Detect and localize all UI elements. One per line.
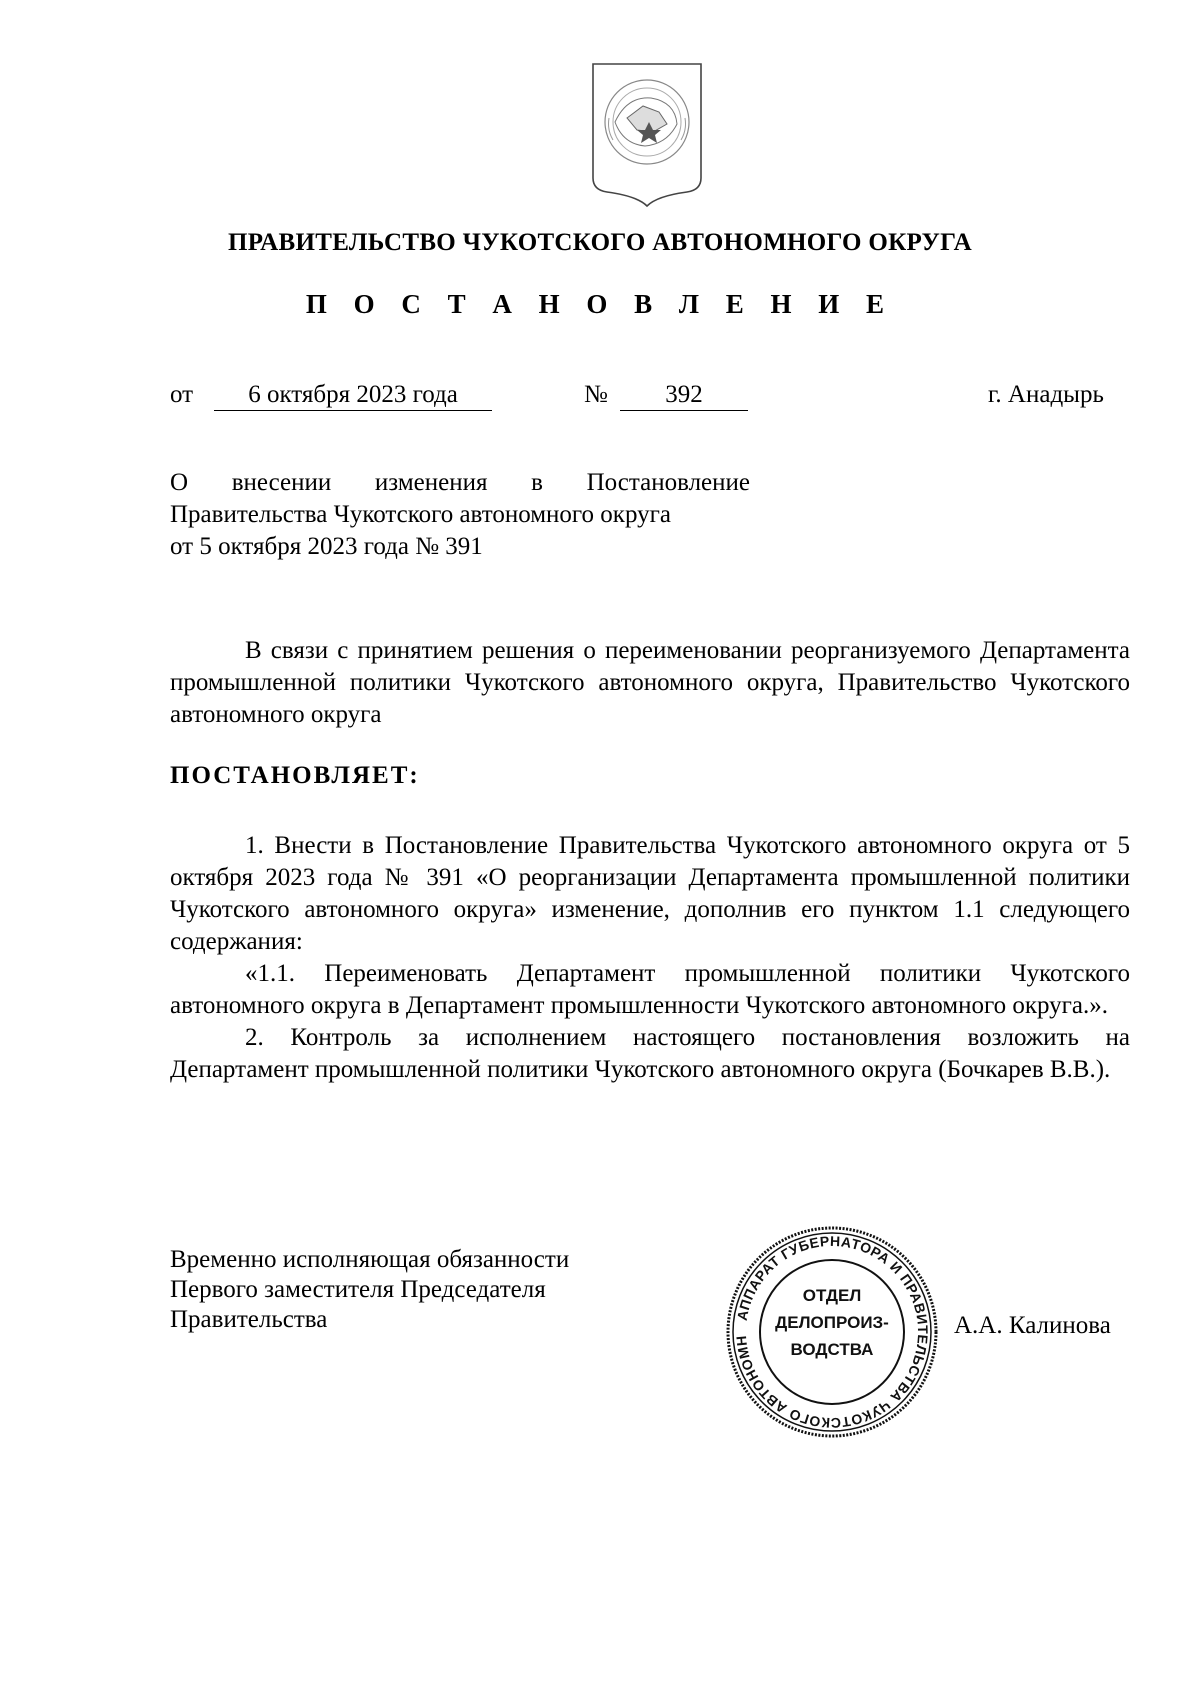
date-prefix: от	[170, 381, 194, 408]
stamp-center-line: ВОДСТВА	[790, 1340, 874, 1359]
signer-position-line: Временно исполняющая обязанности	[170, 1246, 570, 1273]
signer-position-line: Первого заместителя Председателя	[170, 1276, 546, 1303]
item-2-paragraph: 2. Контроль за исполнением настоящего постановления возложить на Департамент промышленной политики Чукотского автономного округа (Бочкарев В.В.).	[170, 1024, 1130, 1083]
organization-name: ПРАВИТЕЛЬСТВО ЧУКОТСКОГО АВТОНОМНОГО ОКРУГА	[228, 229, 972, 256]
decree-word: ПОСТАНОВЛЯЕТ:	[170, 762, 420, 789]
preamble-paragraph: В связи с принятием решения о переименовании реорганизуемого Департамента промышленной политики Чукотского автономного округа, Правительство Чукотского автономного округа	[170, 637, 1130, 728]
decree-items	[170, 830, 1130, 1086]
stamp-center-line: ДЕЛОПРОИЗ-	[775, 1313, 889, 1332]
document-subject	[170, 467, 750, 563]
document-city: г. Анадырь	[988, 381, 1104, 408]
signer-position-line: Правительства	[170, 1306, 328, 1333]
stamp-ring-text: АППАРАТ ГУБЕРНАТОРА И ПРАВИТЕЛЬСТВА ЧУКОТСКОГО АВТОНОМН	[732, 1232, 932, 1432]
preamble-block	[170, 635, 1130, 731]
signer-position	[170, 1245, 690, 1335]
subject-line: от 5 октября 2023 года № 391	[170, 533, 483, 560]
document-number: 392	[620, 380, 748, 411]
document-type-title: П О С Т А Н О В Л Е Н И Е	[305, 289, 895, 319]
coat-of-arms-emblem	[587, 60, 707, 210]
stamp-center-line: ОТДЕЛ	[802, 1286, 862, 1305]
signer-name: А.А. Калинова	[954, 1312, 1111, 1339]
office-stamp	[722, 1222, 942, 1442]
stamp-center	[772, 1282, 892, 1363]
document-date: 6 октября 2023 года	[214, 380, 492, 411]
item-1-1-paragraph: «1.1. Переименовать Департамент промышленной политики Чукотского автономного округа в Департамент промышленности Чукотского автономного округа.».	[170, 960, 1130, 1019]
item-1-paragraph: 1. Внести в Постановление Правительства Чукотского автономного округа от 5 октября 2023 года № 391 «О реорганизации Департамента промышленной политики Чукотского автономного округа» изменение, дополнив его пунктом 1.1 следующего содержания:	[170, 832, 1130, 955]
number-prefix: №	[584, 381, 608, 408]
subject-line: Правительства Чукотского автономного округа	[170, 501, 671, 528]
subject-line: О внесении изменения в Постановление	[170, 469, 750, 496]
